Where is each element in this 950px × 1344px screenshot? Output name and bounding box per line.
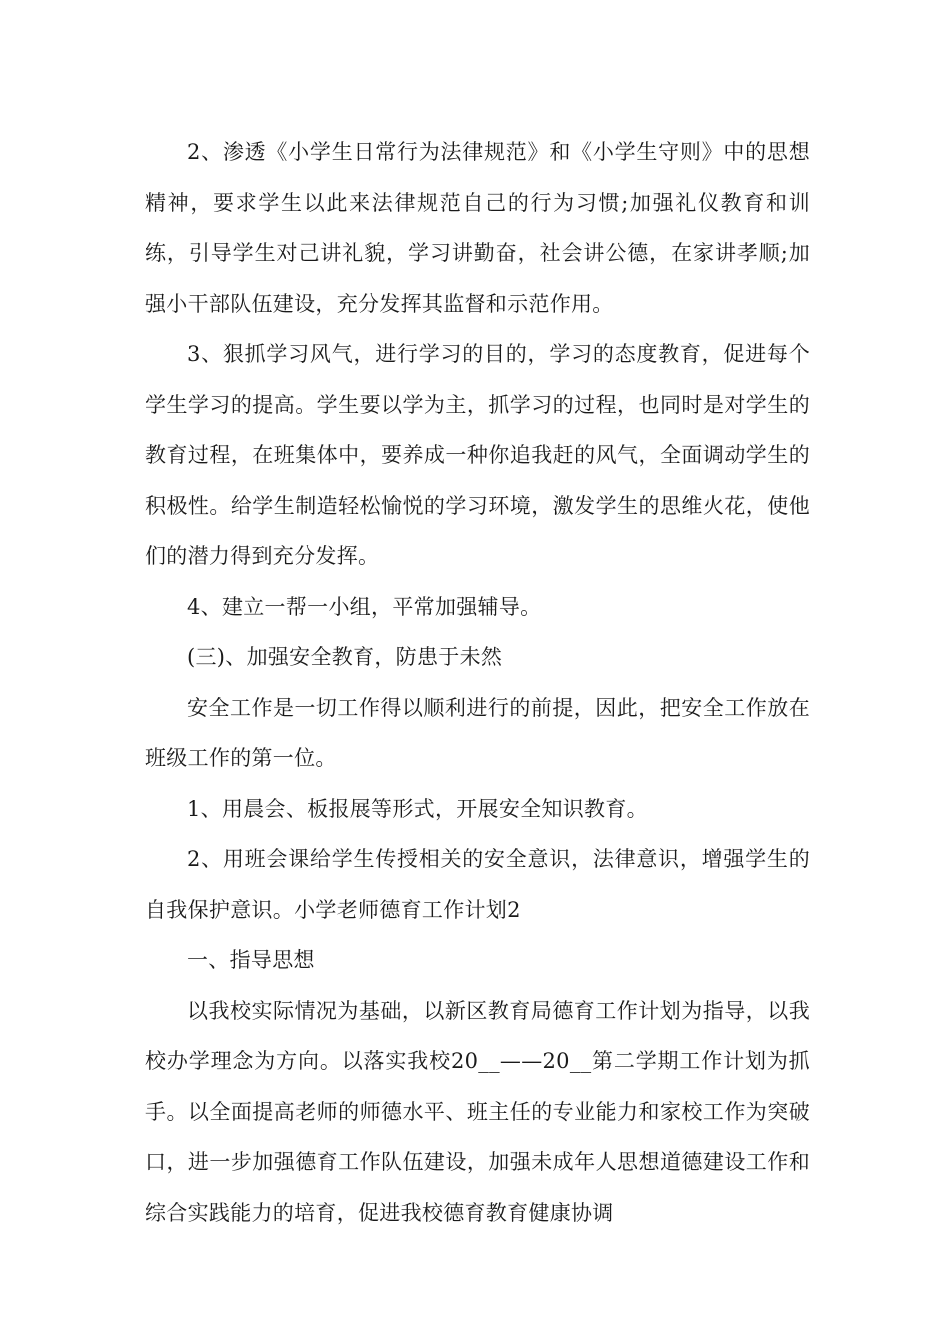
paragraph-2-norms: 2、渗透《小学生日常行为法律规范》和《小学生守则》中的思想精神，要求学生以此来法律规范自己的行为习惯;加强礼仪教育和训练，引导学生对己讲礼貌，学习讲勤奋，社会讲公德，在家讲孝顺;加强小干部队伍建设，充分发挥其监督和示范作用。 xyxy=(145,140,810,316)
section-heading-safety: (三)、加强安全教育，防患于未然 xyxy=(187,645,503,669)
section-heading-guiding-thought: 一、指导思想 xyxy=(187,948,315,972)
paragraph-safety-1: 1、用晨会、板报展等形式，开展安全知识教育。 xyxy=(187,796,648,821)
paragraph-guiding-thought: 以我校实际情况为基础，以新区教育局德育工作计划为指导，以我校办学理念为方向。以落实我校20__——20__第二学期工作计划为抓手。以全面提高老师的师德水平、班主任的专业能力和家校工作为突破口，进一步加强德育工作队伍建设，加强未成年人思想道德建设工作和综合实践能力的培育，促进我校德育教育健康协调 xyxy=(145,998,810,1225)
document-body xyxy=(145,127,810,1238)
paragraph-4-mentoring-groups: 4、建立一帮一小组，平常加强辅导。 xyxy=(187,594,542,619)
paragraph-3-study-style: 3、狠抓学习风气，进行学习的目的，学习的态度教育，促进每个学生学习的提高。学生要以学为主，抓学习的过程，也同时是对学生的教育过程，在班集体中，要养成一种你追我赶的风气，全面调动学生的积极性。给学生制造轻松愉悦的学习环境，激发学生的思维火花，使他们的潜力得到充分发挥。 xyxy=(145,342,810,568)
paragraph-safety-2: 2、用班会课给学生传授相关的安全意识，法律意识，增强学生的自我保护意识。小学老师德育工作计划2 xyxy=(145,847,810,922)
paragraph-safety-intro: 安全工作是一切工作得以顺利进行的前提，因此，把安全工作放在班级工作的第一位。 xyxy=(145,695,810,770)
